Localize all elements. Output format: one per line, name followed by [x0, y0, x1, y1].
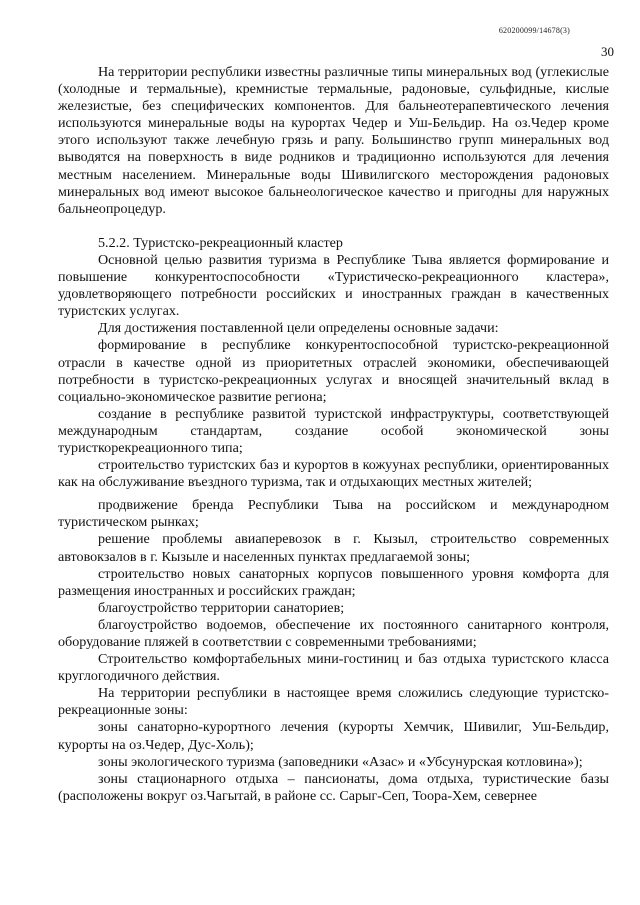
zone-item: зоны санаторно-курортного лечения (курорты Хемчик, Шивилиг, Уш-Бельдир, курорты на оз.Чедер, Дус-Холь);	[58, 719, 609, 753]
paragraph-zones-intro: На территории республики в настоящее время сложились следующие туристско-рекреационные зоны:	[58, 685, 609, 719]
task-item: формирование в республике конкурентоспособной туристско-рекреационной отрасли в качестве одной из приоритетных отраслей экономики, обеспечивающей потребности в туристско-рекреационных услугах и вносящей значительный вклад в социально-экономическое развитие региона;	[58, 337, 609, 405]
section-heading: 5.2.2. Туристско-рекреационный кластер	[98, 234, 343, 251]
zone-item: зоны стационарного отдыха – пансионаты, дома отдыха, туристические базы (расположены вокруг оз.Чагытай, в районе сс. Сарыг-Сеп, Тоора-Хем, севернее	[58, 770, 609, 804]
page-number: 30	[601, 44, 614, 59]
task-item: строительство туристских баз и курортов в кожуунах республики, ориентированных как на обслуживание въездного туризма, так и отдыхающих местных жителей;	[58, 457, 609, 491]
task-item: Строительство комфортабельных мини-гостиниц и баз отдыха туристского класса круглогодичного действия.	[58, 651, 609, 685]
task-item: строительство новых санаторных корпусов повышенного уровня комфорта для размещения иностранных и российских граждан;	[58, 565, 609, 599]
paragraph-goal: Основной целью развития туризма в Республике Тыва является формирование и повышение конкурентоспособности «Туристическо-рекреационного кластера», удовлетворяющего потребности российских и иностранных граждан в качественных туристских услугах.	[58, 251, 609, 320]
document-body	[58, 64, 609, 805]
task-item: создание в республике развитой туристской инфраструктуры, соответствующей международным стандартам, создание особой экономической зоны туристкорекреационного типа;	[58, 405, 609, 456]
task-item: благоустройство территории санаториев;	[98, 599, 345, 616]
paragraph-tasks-intro: Для достижения поставленной цели определены основные задачи:	[98, 320, 499, 337]
task-item: продвижение бренда Республики Тыва на российском и международном туристическом рынках;	[58, 497, 609, 531]
document-number: 620200099/14678(3)	[498, 26, 570, 35]
task-item: решение проблемы авиаперевозок в г. Кызыл, строительство современных автовокзалов в г. Кызыле и населенных пунктах предлагаемой зоны;	[58, 531, 609, 565]
task-item: благоустройство водоемов, обеспечение их постоянного санитарного контроля, оборудование пляжей в соответствии с современными требованиями;	[58, 616, 609, 650]
paragraph-mineral-waters: На территории республики известны различные типы минеральных вод (углекислые (холодные и термальные), кремнистые термальные, радоновые, сульфидные, кислые железистые, без специфических компонентов. Для бальнеотерапевтического лечения используются минеральные воды на курортах Чедер и Уш-Бельдир. На оз.Чедер кроме этого используют также лечебную грязь и рапу. Большинство групп минеральных вод выводятся на поверхность в виде родников и традиционно используются для лечения местным населением. Минеральные воды Шивилигского месторождения радоновых минеральных вод имеют высокое бальнеологическое качество и пригодны для наружных бальнеопроцедур.	[58, 64, 609, 217]
zone-item: зоны экологического туризма (заповедники «Азас» и «Убсунурская котловина»);	[98, 753, 583, 770]
